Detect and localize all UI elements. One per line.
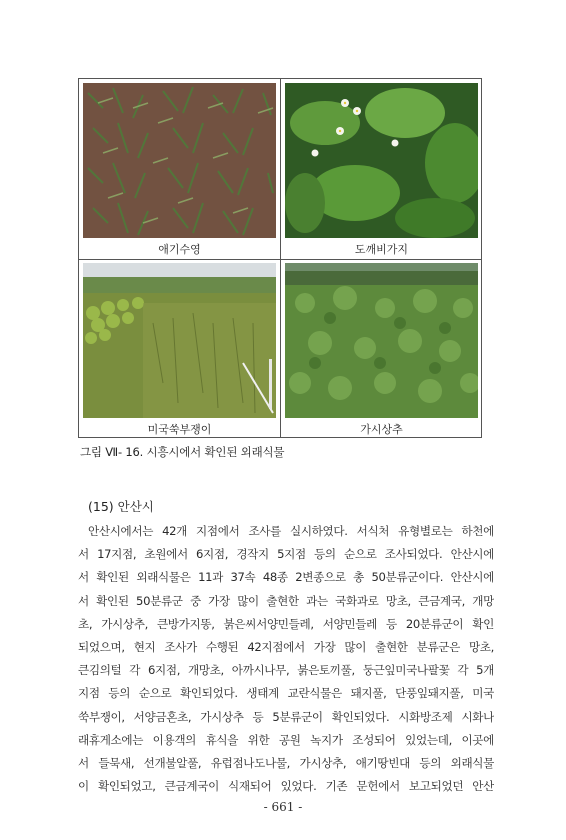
photo-aegisuyeong — [83, 83, 276, 238]
photo-caption-aegisuyeong: 애기수영 — [158, 243, 201, 256]
page-number: - 661 - — [263, 800, 303, 814]
body-line: 되었으며, 현지 조사가 수행된 42지점에서 가장 많이 출현한 분류군은 망초, — [78, 640, 494, 655]
photo-figure-table — [78, 78, 482, 438]
table-divider-horizontal — [79, 259, 481, 260]
body-line: 쑥부쟁이, 서양금혼초, 가시상추 등 5분류군이 확인되었다. 시화방조제 시화나 — [78, 709, 494, 724]
body-paragraph — [78, 520, 494, 798]
body-line: 큰김의털 각 6지점, 개망초, 아까시나무, 붉은토끼풀, 둥근잎미국나팔꽃 각 5개 — [78, 663, 494, 678]
body-line: 서 들묵새, 선개불알풀, 유럽점나도나물, 가시상추, 애기땅빈대 등의 외래식물 — [78, 756, 494, 771]
photo-caption-gasisangchu: 가시상추 — [360, 423, 403, 436]
body-line: 래휴게소에는 이용객의 휴식을 위한 공원 녹지가 조성되어 있었는데, 이곳에 — [78, 732, 494, 747]
body-line: 안산시에서는 42개 지점에서 조사를 실시하였다. 서식처 유형별로는 하천에 — [88, 524, 494, 538]
body-line: 초, 가시상추, 큰방가지똥, 붉은씨서양민들레, 서양민들레 등 20분류군이 확인 — [78, 616, 494, 631]
body-line: 서 확인된 50분류군 중 가장 많이 출현한 과는 국화과로 망초, 큰금계국, 개망 — [78, 593, 494, 608]
photo-caption-dokkaebigaji: 도깨비가지 — [354, 243, 409, 256]
photo-gasisangchu — [285, 263, 478, 418]
body-line: 서 확인된 외래식물은 11과 37속 48종 2변종으로 총 50분류군이다. 안산시에 — [78, 570, 494, 585]
photo-caption-migukssukbujaengi: 미국쑥부쟁이 — [147, 423, 212, 436]
photo-dokkaebigaji — [285, 83, 478, 238]
table-divider-vertical — [280, 79, 281, 437]
body-line: 이 확인되었고, 큰금계국이 식재되어 있었다. 기존 문헌에서 보고되었던 안산 — [78, 779, 494, 794]
section-heading: (15) 안산시 — [88, 499, 154, 514]
photo-migukssukbujaengi — [83, 263, 276, 418]
figure-caption: 그림 Ⅶ- 16. 시흥시에서 확인된 외래식물 — [80, 445, 285, 459]
body-line: 서 17지점, 초원에서 6지점, 경작지 5지점 등의 순으로 조사되었다. 안산시에 — [78, 547, 494, 562]
body-line: 지점 등의 순으로 확인되었다. 생태계 교란식물은 돼지풀, 단풍잎돼지풀, 미국 — [78, 686, 494, 701]
